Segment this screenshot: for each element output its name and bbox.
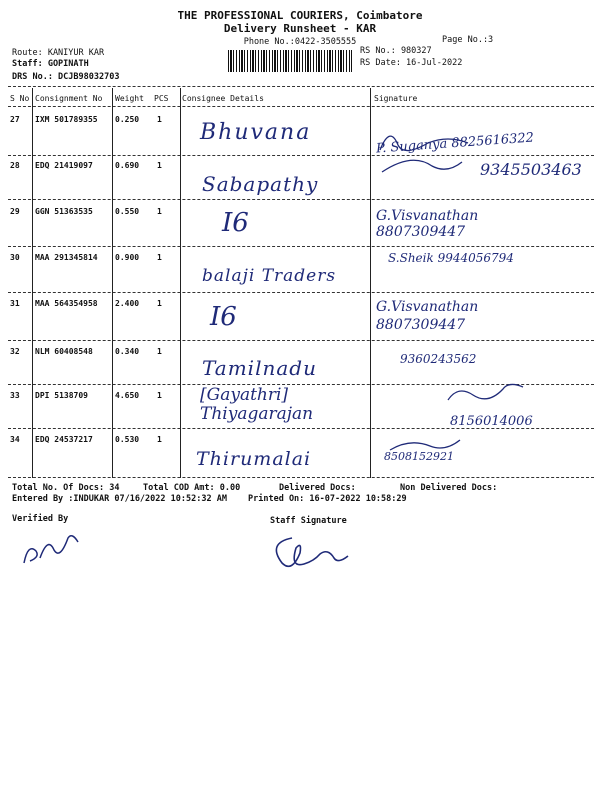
staff-signature-mark xyxy=(262,528,362,578)
table-header-rule xyxy=(8,106,594,107)
document-title: Delivery Runsheet - KAR xyxy=(223,22,377,35)
cell-sno: 29 xyxy=(10,207,20,216)
verifier-signature xyxy=(20,528,100,573)
company-name: THE PROFESSIONAL COURIERS, Coimbatore xyxy=(177,9,423,22)
cell-consignment: GGN 51363535 xyxy=(35,207,93,216)
col-header-consignment: Consignment No xyxy=(35,94,103,103)
col-header-consignee: Consignee Details xyxy=(182,94,264,103)
printed-on: Printed On: 16-07-2022 10:58:29 xyxy=(248,494,407,504)
entered-by: Entered By :INDUKAR 07/16/2022 10:52:32 AM xyxy=(12,494,227,504)
signature-handwriting: S.Sheik 9944056794 xyxy=(388,251,514,265)
cell-weight: 0.250 xyxy=(115,115,140,124)
staff: Staff: GOPINATH xyxy=(12,59,89,69)
cell-consignment: NLM 60408548 xyxy=(35,347,93,356)
consignee-handwriting: [Gayathri] Thiyagarajan xyxy=(200,385,314,424)
signature-handwriting: 9345503463 xyxy=(480,160,582,179)
consignee-handwriting: Sabapathy xyxy=(202,172,319,196)
cell-sno: 34 xyxy=(10,435,20,444)
rs-number: RS No.: 980327 xyxy=(360,46,432,56)
cell-consignment: EDQ 24537217 xyxy=(35,435,93,444)
cell-consignment: MAA 291345814 xyxy=(35,253,98,262)
cell-pcs: 1 xyxy=(157,435,162,444)
consignee-handwriting: I6 xyxy=(222,208,249,238)
drs-number: DRS No.: DCJB98032703 xyxy=(12,72,120,82)
cell-pcs: 1 xyxy=(157,115,162,124)
consignee-handwriting: Tamilnadu xyxy=(202,356,317,380)
verified-by-label: Verified By xyxy=(12,514,69,524)
cell-sno: 30 xyxy=(10,253,20,262)
consignee-handwriting: Bhuvana xyxy=(200,120,312,145)
consignee-handwriting: Thirumalai xyxy=(196,448,312,470)
cell-consignment: MAA 564354958 xyxy=(35,299,98,308)
col-header-sno: S No xyxy=(10,94,30,103)
cell-weight: 0.550 xyxy=(115,207,140,216)
cell-weight: 0.690 xyxy=(115,161,140,170)
barcode xyxy=(228,50,352,72)
cell-pcs: 1 xyxy=(157,207,162,216)
col-divider xyxy=(32,88,33,478)
cell-sno: 33 xyxy=(10,391,20,400)
table-top-rule xyxy=(8,86,594,87)
signature-handwriting: 8508152921 xyxy=(384,450,454,463)
col-header-weight: Weight xyxy=(115,94,144,103)
non-delivered-docs: Non Delivered Docs: xyxy=(400,483,498,493)
cell-pcs: 1 xyxy=(157,299,162,308)
cell-consignment: EDQ 21419097 xyxy=(35,161,93,170)
cell-pcs: 1 xyxy=(157,161,162,170)
row-rule xyxy=(8,477,594,478)
col-header-pcs: PCS xyxy=(154,94,169,103)
col-divider xyxy=(180,88,181,478)
page-number: Page No.:3 xyxy=(442,35,494,45)
signature-scribbles xyxy=(370,110,595,475)
staff-signature-label: Staff Signature xyxy=(270,516,347,526)
consignee-handwriting: I6 xyxy=(210,302,237,332)
cell-pcs: 1 xyxy=(157,391,162,400)
cell-weight: 0.900 xyxy=(115,253,140,262)
rs-date: RS Date: 16-Jul-2022 xyxy=(360,58,463,68)
route: Route: KANIYUR KAR xyxy=(12,48,105,58)
cell-weight: 0.530 xyxy=(115,435,140,444)
cell-sno: 27 xyxy=(10,115,20,124)
cell-pcs: 1 xyxy=(157,253,162,262)
signature-handwriting: 9360243562 xyxy=(400,352,477,366)
total-cod: Total COD Amt: 0.00 xyxy=(143,483,241,493)
document-header xyxy=(0,9,600,35)
col-header-signature: Signature xyxy=(374,94,418,103)
total-docs: Total No. Of Docs: 34 xyxy=(12,483,120,493)
delivered-docs: Delivered Docs: xyxy=(279,483,356,493)
signature-handwriting: G.Visvanathan 8807309447 xyxy=(376,208,479,240)
cell-consignment: IXM 501789355 xyxy=(35,115,98,124)
consignee-handwriting: balaji Traders xyxy=(202,266,337,286)
col-divider xyxy=(112,88,113,478)
cell-weight: 0.340 xyxy=(115,347,140,356)
cell-sno: 28 xyxy=(10,161,20,170)
cell-sno: 31 xyxy=(10,299,20,308)
signature-handwriting: G.Visvanathan 8807309447 xyxy=(376,299,479,333)
cell-weight: 2.400 xyxy=(115,299,140,308)
signature-handwriting: P. Suganya 8825616322 xyxy=(375,130,535,157)
signature-handwriting: 8156014006 xyxy=(450,414,533,429)
phone-number: Phone No.:0422-3505555 xyxy=(243,37,357,47)
cell-weight: 4.650 xyxy=(115,391,140,400)
cell-consignment: DPI 5138709 xyxy=(35,391,88,400)
cell-sno: 32 xyxy=(10,347,20,356)
cell-pcs: 1 xyxy=(157,347,162,356)
